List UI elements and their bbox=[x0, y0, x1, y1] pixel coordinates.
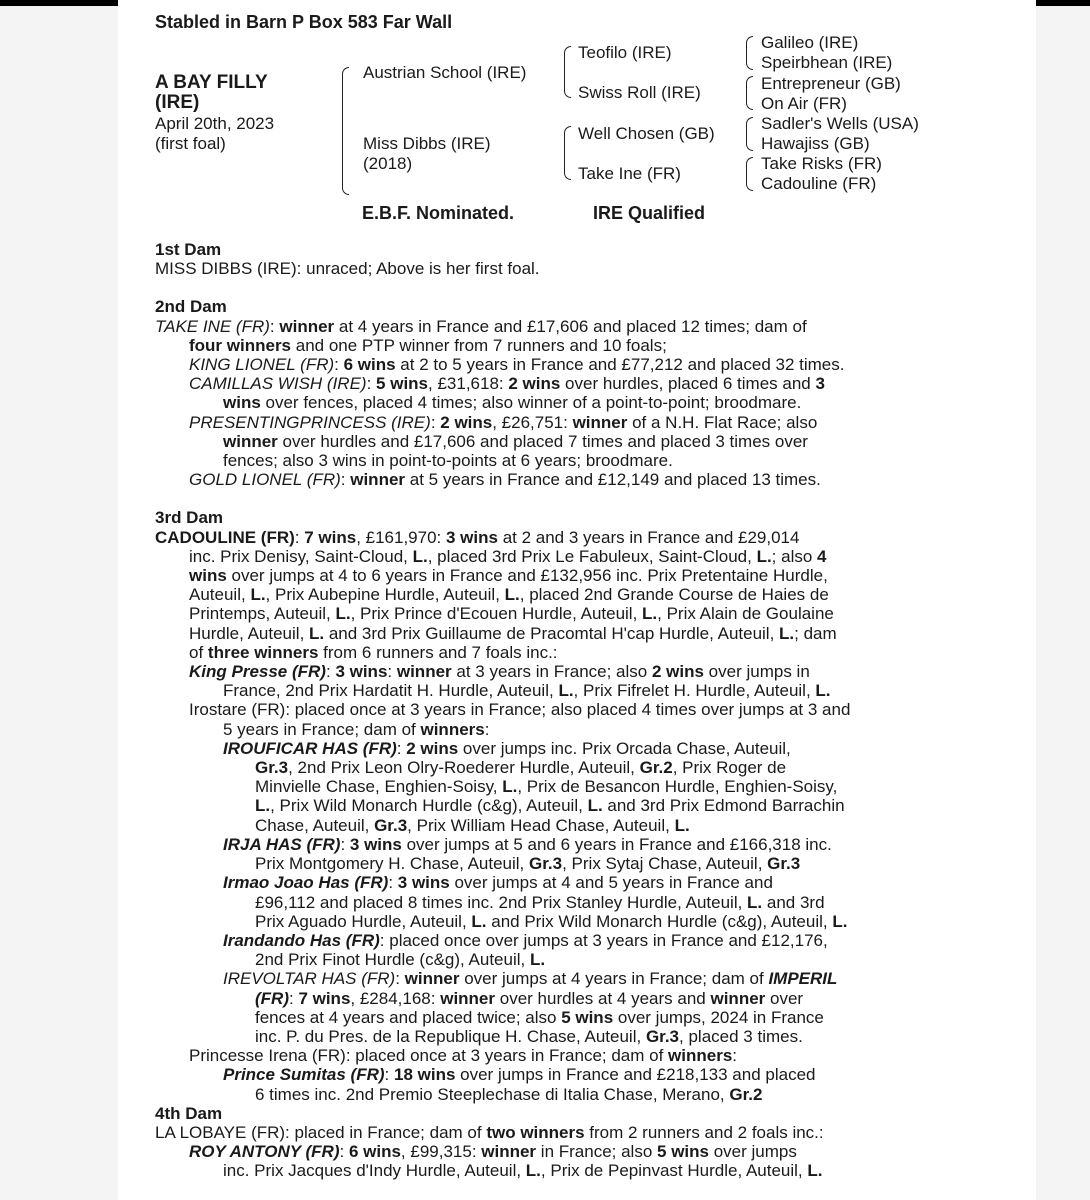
text-run: : bbox=[387, 662, 397, 682]
line bbox=[155, 662, 937, 681]
text-run: 7 wins bbox=[304, 527, 357, 547]
text-run: : bbox=[396, 738, 407, 758]
text-run: and 3rd bbox=[762, 892, 825, 912]
brace-sire bbox=[564, 46, 571, 98]
line bbox=[155, 585, 937, 604]
text-run: : bbox=[288, 988, 299, 1008]
dam-year: (2018) bbox=[363, 154, 413, 173]
text-run: Auteuil, bbox=[189, 585, 251, 605]
text-run: : bbox=[340, 470, 351, 490]
line bbox=[155, 873, 937, 892]
text-run: 4 bbox=[817, 546, 827, 566]
text-run: £96,112 and placed 8 times inc. 2nd Prix Stanley Hurdle, Auteuil, bbox=[255, 892, 748, 912]
text-run: 2nd Prix Finot Hurdle (c&g), Auteuil, bbox=[255, 950, 530, 970]
ancestor-2: Speirbhean (IRE) bbox=[761, 53, 893, 72]
text-run: CAMILLAS WISH (IRE) bbox=[189, 374, 367, 394]
produce-record bbox=[155, 240, 937, 1181]
text-run: from 6 runners and 7 foals inc.: bbox=[318, 642, 558, 662]
text-run: 5 years in France; dam of bbox=[223, 719, 421, 739]
section-third-dam: 3rd Dam bbox=[155, 508, 224, 528]
text-run: : bbox=[732, 1046, 738, 1066]
text-run: over jumps at 4 and 5 years in France and bbox=[449, 873, 773, 893]
text-run: Prince Sumitas (FR) bbox=[223, 1065, 385, 1085]
text-run: Princesse Irena (FR): placed once at 3 years in France; dam of bbox=[189, 1046, 669, 1066]
text-run: : bbox=[340, 834, 350, 854]
text-run: L. bbox=[587, 796, 603, 816]
text-run: over hurdles and £17,606 and placed 7 times and placed 3 times over bbox=[277, 431, 808, 451]
brace-gen1 bbox=[342, 67, 349, 195]
text-run: 5 wins bbox=[657, 1142, 709, 1162]
text-run: in France; also bbox=[536, 1142, 658, 1162]
text-run: , £31,618: bbox=[428, 374, 509, 394]
text-run: Gr.2 bbox=[729, 1084, 763, 1104]
text-run: inc. P. du Pres. de la Republique H. Chase, Auteuil, bbox=[255, 1026, 646, 1046]
line bbox=[155, 1161, 937, 1180]
text-run bbox=[768, 969, 837, 988]
text-run: , Prix de Besancon Hurdle, Enghien-Soisy, bbox=[517, 777, 838, 797]
text-run: over fences, placed 4 times; also winner of a point-to-point; broodmare. bbox=[260, 393, 802, 413]
text-run: two winners bbox=[486, 1122, 585, 1142]
text-run: 3 wins bbox=[397, 873, 450, 893]
text-run: King Presse (FR) bbox=[189, 662, 326, 682]
text-run: 18 wins bbox=[394, 1065, 456, 1085]
text-run: L. bbox=[807, 1161, 823, 1181]
line bbox=[155, 470, 937, 489]
line bbox=[155, 374, 937, 393]
line bbox=[155, 1027, 937, 1046]
text-run: France, 2nd Prix Hardatit H. Hurdle, Auteuil, bbox=[223, 681, 559, 701]
text-run: , placed 3 times. bbox=[679, 1026, 803, 1046]
line bbox=[155, 1065, 937, 1084]
text-run: : bbox=[339, 1142, 349, 1162]
line bbox=[155, 528, 937, 547]
text-run: L. bbox=[642, 604, 658, 624]
text-run bbox=[223, 873, 388, 892]
text-run: at 5 years in France and £12,149 and placed 13 times. bbox=[405, 470, 821, 490]
line bbox=[155, 1085, 937, 1104]
line bbox=[155, 739, 937, 758]
text-run: L. bbox=[412, 546, 428, 566]
ancestor-6: Hawajiss (GB) bbox=[761, 134, 870, 153]
sire-dam: Swiss Roll (IRE) bbox=[578, 83, 701, 102]
text-run bbox=[223, 835, 340, 854]
text-run: four winners bbox=[189, 335, 292, 355]
text-run: : bbox=[334, 355, 344, 375]
line bbox=[155, 355, 937, 374]
text-run: L. bbox=[529, 950, 546, 970]
text-run: Hurdle, Auteuil, bbox=[189, 623, 310, 643]
text-run: 3 wins bbox=[349, 834, 402, 854]
line bbox=[155, 931, 937, 950]
text-run: , £161,970: bbox=[356, 527, 446, 547]
text-run: : placed once over jumps at 3 years in France and £12,176, bbox=[379, 930, 828, 950]
line bbox=[155, 413, 937, 432]
text-run bbox=[189, 662, 326, 681]
text-run: : bbox=[388, 873, 398, 893]
text-run: , Prix de Pepinvast Hurdle, Auteuil, bbox=[540, 1161, 808, 1181]
text-run: wins bbox=[223, 393, 261, 413]
line bbox=[155, 700, 937, 719]
text-run: , placed 2nd Grande Course de Haies de bbox=[519, 585, 829, 605]
text-run: winner bbox=[223, 431, 278, 451]
text-run: L. bbox=[558, 681, 574, 701]
brace-g3-4 bbox=[746, 157, 753, 191]
sire-sire: Teofilo (IRE) bbox=[578, 43, 672, 62]
text-run: inc. Prix Jacques d'Indy Hurdle, Auteuil, bbox=[223, 1161, 526, 1181]
horse-country: (IRE) bbox=[155, 92, 200, 113]
text-run: : bbox=[294, 527, 305, 547]
text-run: from 2 runners and 2 foals inc.: bbox=[584, 1122, 824, 1142]
text-run: winner bbox=[481, 1142, 537, 1162]
text-run: (FR) bbox=[255, 988, 289, 1008]
text-run: L. bbox=[832, 911, 848, 931]
line bbox=[155, 777, 937, 796]
text-run: CADOULINE (FR) bbox=[155, 527, 295, 547]
text-run: at 3 years in France; also bbox=[451, 662, 652, 682]
text-run: and Prix Wild Monarch Hurdle (c&g), Auteuil, bbox=[486, 911, 833, 931]
line bbox=[155, 950, 937, 969]
text-run bbox=[255, 989, 289, 1008]
line bbox=[155, 547, 937, 566]
text-run: over hurdles, placed 6 times and bbox=[560, 374, 816, 394]
text-run: over jumps bbox=[708, 1142, 797, 1162]
text-run bbox=[189, 1142, 340, 1161]
foal-note: (first foal) bbox=[155, 134, 226, 153]
text-run: Irmao Joao Has (FR) bbox=[223, 873, 389, 893]
dam-sire: Well Chosen (GB) bbox=[578, 124, 715, 143]
text-run: : bbox=[325, 662, 336, 682]
text-run: 3 wins bbox=[335, 662, 388, 682]
text-run: L. bbox=[674, 815, 690, 835]
text-run: L. bbox=[815, 681, 831, 701]
text-run: Prix Aguado Hurdle, Auteuil, bbox=[255, 911, 472, 931]
text-run: winners bbox=[668, 1046, 733, 1066]
text-run: , 2nd Prix Leon Olry-Roederer Hurdle, Auteuil, bbox=[288, 758, 640, 778]
text-run: 6 times inc. 2nd Premio Steeplechase di Italia Chase, Merano, bbox=[255, 1084, 730, 1104]
line bbox=[155, 566, 937, 585]
text-run: : bbox=[269, 316, 280, 336]
text-run: TAKE INE (FR) bbox=[155, 316, 270, 336]
text-run: IREVOLTAR HAS (FR) bbox=[223, 969, 396, 989]
line bbox=[155, 912, 937, 931]
line bbox=[155, 681, 937, 700]
text-run: , £99,315: bbox=[400, 1142, 482, 1162]
text-run: 2 wins bbox=[406, 738, 459, 758]
text-run: winners bbox=[420, 719, 485, 739]
ancestor-7: Take Risks (FR) bbox=[761, 154, 882, 173]
text-run: winner bbox=[710, 988, 766, 1008]
line bbox=[155, 758, 937, 777]
text-run: Gr.3 bbox=[374, 815, 408, 835]
text-run: and 3rd Prix Guillaume de Pracomtal H'cap Hurdle, Auteuil, bbox=[324, 623, 780, 643]
text-run: L. bbox=[250, 585, 266, 605]
text-run: L. bbox=[747, 892, 763, 912]
ire-badge: IRE Qualified bbox=[593, 203, 706, 223]
text-run: L. bbox=[335, 604, 351, 624]
ancestor-1: Galileo (IRE) bbox=[761, 33, 859, 52]
line bbox=[155, 854, 937, 873]
text-run: over hurdles at 4 years and bbox=[495, 988, 711, 1008]
text-run: winner bbox=[572, 412, 628, 432]
line bbox=[155, 393, 937, 412]
text-run: winner bbox=[396, 662, 452, 682]
text-run: 6 wins bbox=[348, 1142, 401, 1162]
stable-location: Stabled in Barn P Box 583 Far Wall bbox=[155, 12, 453, 32]
text-run: over jumps in France and £218,133 and placed bbox=[455, 1065, 816, 1085]
brace-g3-1 bbox=[746, 36, 753, 70]
brace-dam bbox=[564, 126, 571, 180]
text-run: 5 wins bbox=[376, 374, 429, 394]
text-run: fences; also 3 wins in point-to-points at 6 years; broodmare. bbox=[223, 451, 673, 471]
line bbox=[155, 989, 937, 1008]
text-run: IRJA HAS (FR) bbox=[223, 834, 341, 854]
line bbox=[155, 969, 937, 988]
text-run: , Prix Alain de Goulaine bbox=[657, 604, 834, 624]
line bbox=[155, 624, 937, 643]
ancestor-8: Cadouline (FR) bbox=[761, 174, 877, 193]
text-run: , placed 3rd Prix Le Fabuleux, Saint-Cloud, bbox=[427, 546, 757, 566]
text-run: of bbox=[189, 642, 208, 662]
line bbox=[155, 1046, 937, 1065]
text-run: Irostare (FR): placed once at 3 years in France; also placed 4 times over jumps at 3 and bbox=[189, 700, 851, 720]
text-run: ; dam bbox=[794, 623, 837, 643]
text-run: 2 wins bbox=[508, 374, 561, 394]
text-run bbox=[223, 1065, 385, 1084]
text-run: ROY ANTONY (FR) bbox=[189, 1142, 340, 1162]
line bbox=[155, 796, 937, 815]
text-run: winner bbox=[440, 988, 496, 1008]
text-run: at 2 and 3 years in France and £29,014 bbox=[497, 527, 800, 547]
ebf-badge: E.B.F. Nominated. bbox=[362, 203, 515, 223]
section-fourth-dam: 4th Dam bbox=[155, 1103, 223, 1123]
dam: Miss Dibbs (IRE) bbox=[363, 134, 491, 153]
text-run: winner bbox=[404, 969, 460, 989]
text-run: , Prix Sytaj Chase, Auteuil, bbox=[562, 854, 768, 874]
text-run: Gr.3 bbox=[255, 758, 289, 778]
brace-g3-2 bbox=[746, 76, 753, 110]
text-run: of a N.H. Flat Race; also bbox=[627, 412, 818, 432]
text-run: L. bbox=[504, 585, 520, 605]
text-run: 7 wins bbox=[298, 988, 351, 1008]
line bbox=[155, 1142, 937, 1161]
text-run: over jumps at 5 and 6 years in France and £166,318 inc. bbox=[401, 834, 832, 854]
text-run: Prix Montgomery H. Chase, Auteuil, bbox=[255, 854, 530, 874]
line bbox=[155, 1008, 937, 1027]
text-run: L. bbox=[471, 911, 487, 931]
text-run: over jumps in bbox=[703, 662, 810, 682]
ancestor-3: Entrepreneur (GB) bbox=[761, 74, 901, 93]
text-run: Gr.3 bbox=[529, 854, 563, 874]
text-run: three winners bbox=[207, 642, 319, 662]
text-run: Printemps, Auteuil, bbox=[189, 604, 336, 624]
line bbox=[155, 720, 937, 739]
text-run: 3 wins bbox=[446, 527, 498, 547]
text-run: , Prix Aubepine Hurdle, Auteuil, bbox=[265, 585, 505, 605]
line bbox=[155, 816, 937, 835]
text-run: Gr.2 bbox=[639, 758, 673, 778]
text-run: fences at 4 years and placed twice; also bbox=[255, 1007, 562, 1027]
line bbox=[155, 643, 937, 662]
sire: Austrian School (IRE) bbox=[363, 63, 527, 82]
line bbox=[155, 451, 937, 470]
text-run: L. bbox=[779, 623, 795, 643]
ancestor-5: Sadler's Wells (USA) bbox=[761, 114, 919, 133]
text-run: KING LIONEL (FR) bbox=[189, 355, 335, 375]
text-run: GOLD LIONEL (FR) bbox=[189, 470, 341, 490]
text-run: , Prix Wild Monarch Hurdle (c&g), Auteuil, bbox=[270, 796, 588, 816]
text-run: and one PTP winner from 7 runners and 10 foals; bbox=[291, 335, 667, 355]
section-second-dam: 2nd Dam bbox=[155, 297, 227, 317]
line bbox=[155, 432, 937, 451]
text-run: Gr.3 bbox=[645, 1026, 680, 1046]
text-run: L. bbox=[525, 1161, 541, 1181]
text-run: 3 bbox=[815, 374, 825, 394]
text-run: 2 wins bbox=[440, 412, 493, 432]
text-run: L. bbox=[309, 623, 325, 643]
text-run: 5 wins bbox=[561, 1007, 614, 1027]
line bbox=[155, 317, 937, 336]
text-run: Minvielle Chase, Enghien-Soisy, bbox=[255, 777, 503, 797]
text-run: winner bbox=[279, 316, 335, 336]
text-run: : bbox=[384, 1065, 394, 1085]
line: MISS DIBBS (IRE): unraced; Above is her first foal. bbox=[155, 259, 540, 279]
text-run bbox=[223, 739, 397, 758]
text-run: IMPERIL bbox=[768, 969, 838, 989]
line bbox=[155, 1123, 937, 1142]
text-run: IROUFICAR HAS (FR) bbox=[223, 738, 397, 758]
text-run: at 2 to 5 years in France and £77,212 and placed 32 times. bbox=[395, 355, 845, 375]
text-run: over jumps at 4 to 6 years in France and £132,956 inc. Prix Pretentaine Hurdle, bbox=[226, 566, 828, 586]
text-run: , £284,168: bbox=[350, 988, 441, 1008]
text-run: inc. Prix Denisy, Saint-Cloud, bbox=[189, 546, 413, 566]
text-run: over jumps at 4 years in France; dam of bbox=[459, 969, 769, 989]
brace-g3-3 bbox=[746, 117, 753, 151]
text-run: L. bbox=[502, 777, 518, 797]
horse-name: A BAY FILLY bbox=[155, 72, 268, 93]
text-run: Irandando Has (FR) bbox=[223, 930, 380, 950]
text-run: : bbox=[395, 969, 405, 989]
text-run: , Prix Fifrelet H. Hurdle, Auteuil, bbox=[573, 681, 816, 701]
text-run: 2 wins bbox=[651, 662, 704, 682]
line bbox=[155, 336, 937, 355]
text-run: 6 wins bbox=[343, 355, 396, 375]
ancestor-4: On Air (FR) bbox=[761, 94, 847, 113]
text-run: winner bbox=[350, 470, 406, 490]
text-run: ; also bbox=[771, 546, 818, 566]
line bbox=[155, 893, 937, 912]
line bbox=[155, 604, 937, 623]
text-run: , £26,751: bbox=[492, 412, 573, 432]
line bbox=[155, 835, 937, 854]
text-run: : bbox=[430, 412, 441, 432]
text-run bbox=[223, 931, 380, 950]
text-run: : bbox=[366, 374, 377, 394]
foaling-date: April 20th, 2023 bbox=[155, 114, 275, 133]
text-run: : bbox=[484, 719, 490, 739]
section-first-dam: 1st Dam bbox=[155, 240, 222, 259]
dam-dam: Take Ine (FR) bbox=[578, 164, 681, 183]
text-run: Gr.3 bbox=[767, 854, 801, 874]
text-run: wins bbox=[189, 566, 227, 586]
text-run: Chase, Auteuil, bbox=[255, 815, 375, 835]
text-run: and 3rd Prix Edmond Barrachin bbox=[602, 796, 845, 816]
text-run: , Prix Roger de bbox=[672, 758, 787, 778]
text-run: L. bbox=[255, 796, 271, 816]
text-run: at 4 years in France and £17,606 and placed 12 times; dam of bbox=[334, 316, 807, 336]
text-run: LA LOBAYE (FR): placed in France; dam of bbox=[155, 1122, 487, 1142]
text-run: over bbox=[765, 988, 804, 1008]
text-run: over jumps inc. Prix Orcada Chase, Auteuil, bbox=[458, 738, 791, 758]
text-run: L. bbox=[756, 546, 772, 566]
text-run: , Prix William Head Chase, Auteuil, bbox=[407, 815, 675, 835]
text-run: over jumps, 2024 in France bbox=[613, 1007, 824, 1027]
text-run: PRESENTINGPRINCESS (IRE) bbox=[189, 412, 431, 432]
text-run: , Prix Prince d'Ecouen Hurdle, Auteuil, bbox=[350, 604, 643, 624]
